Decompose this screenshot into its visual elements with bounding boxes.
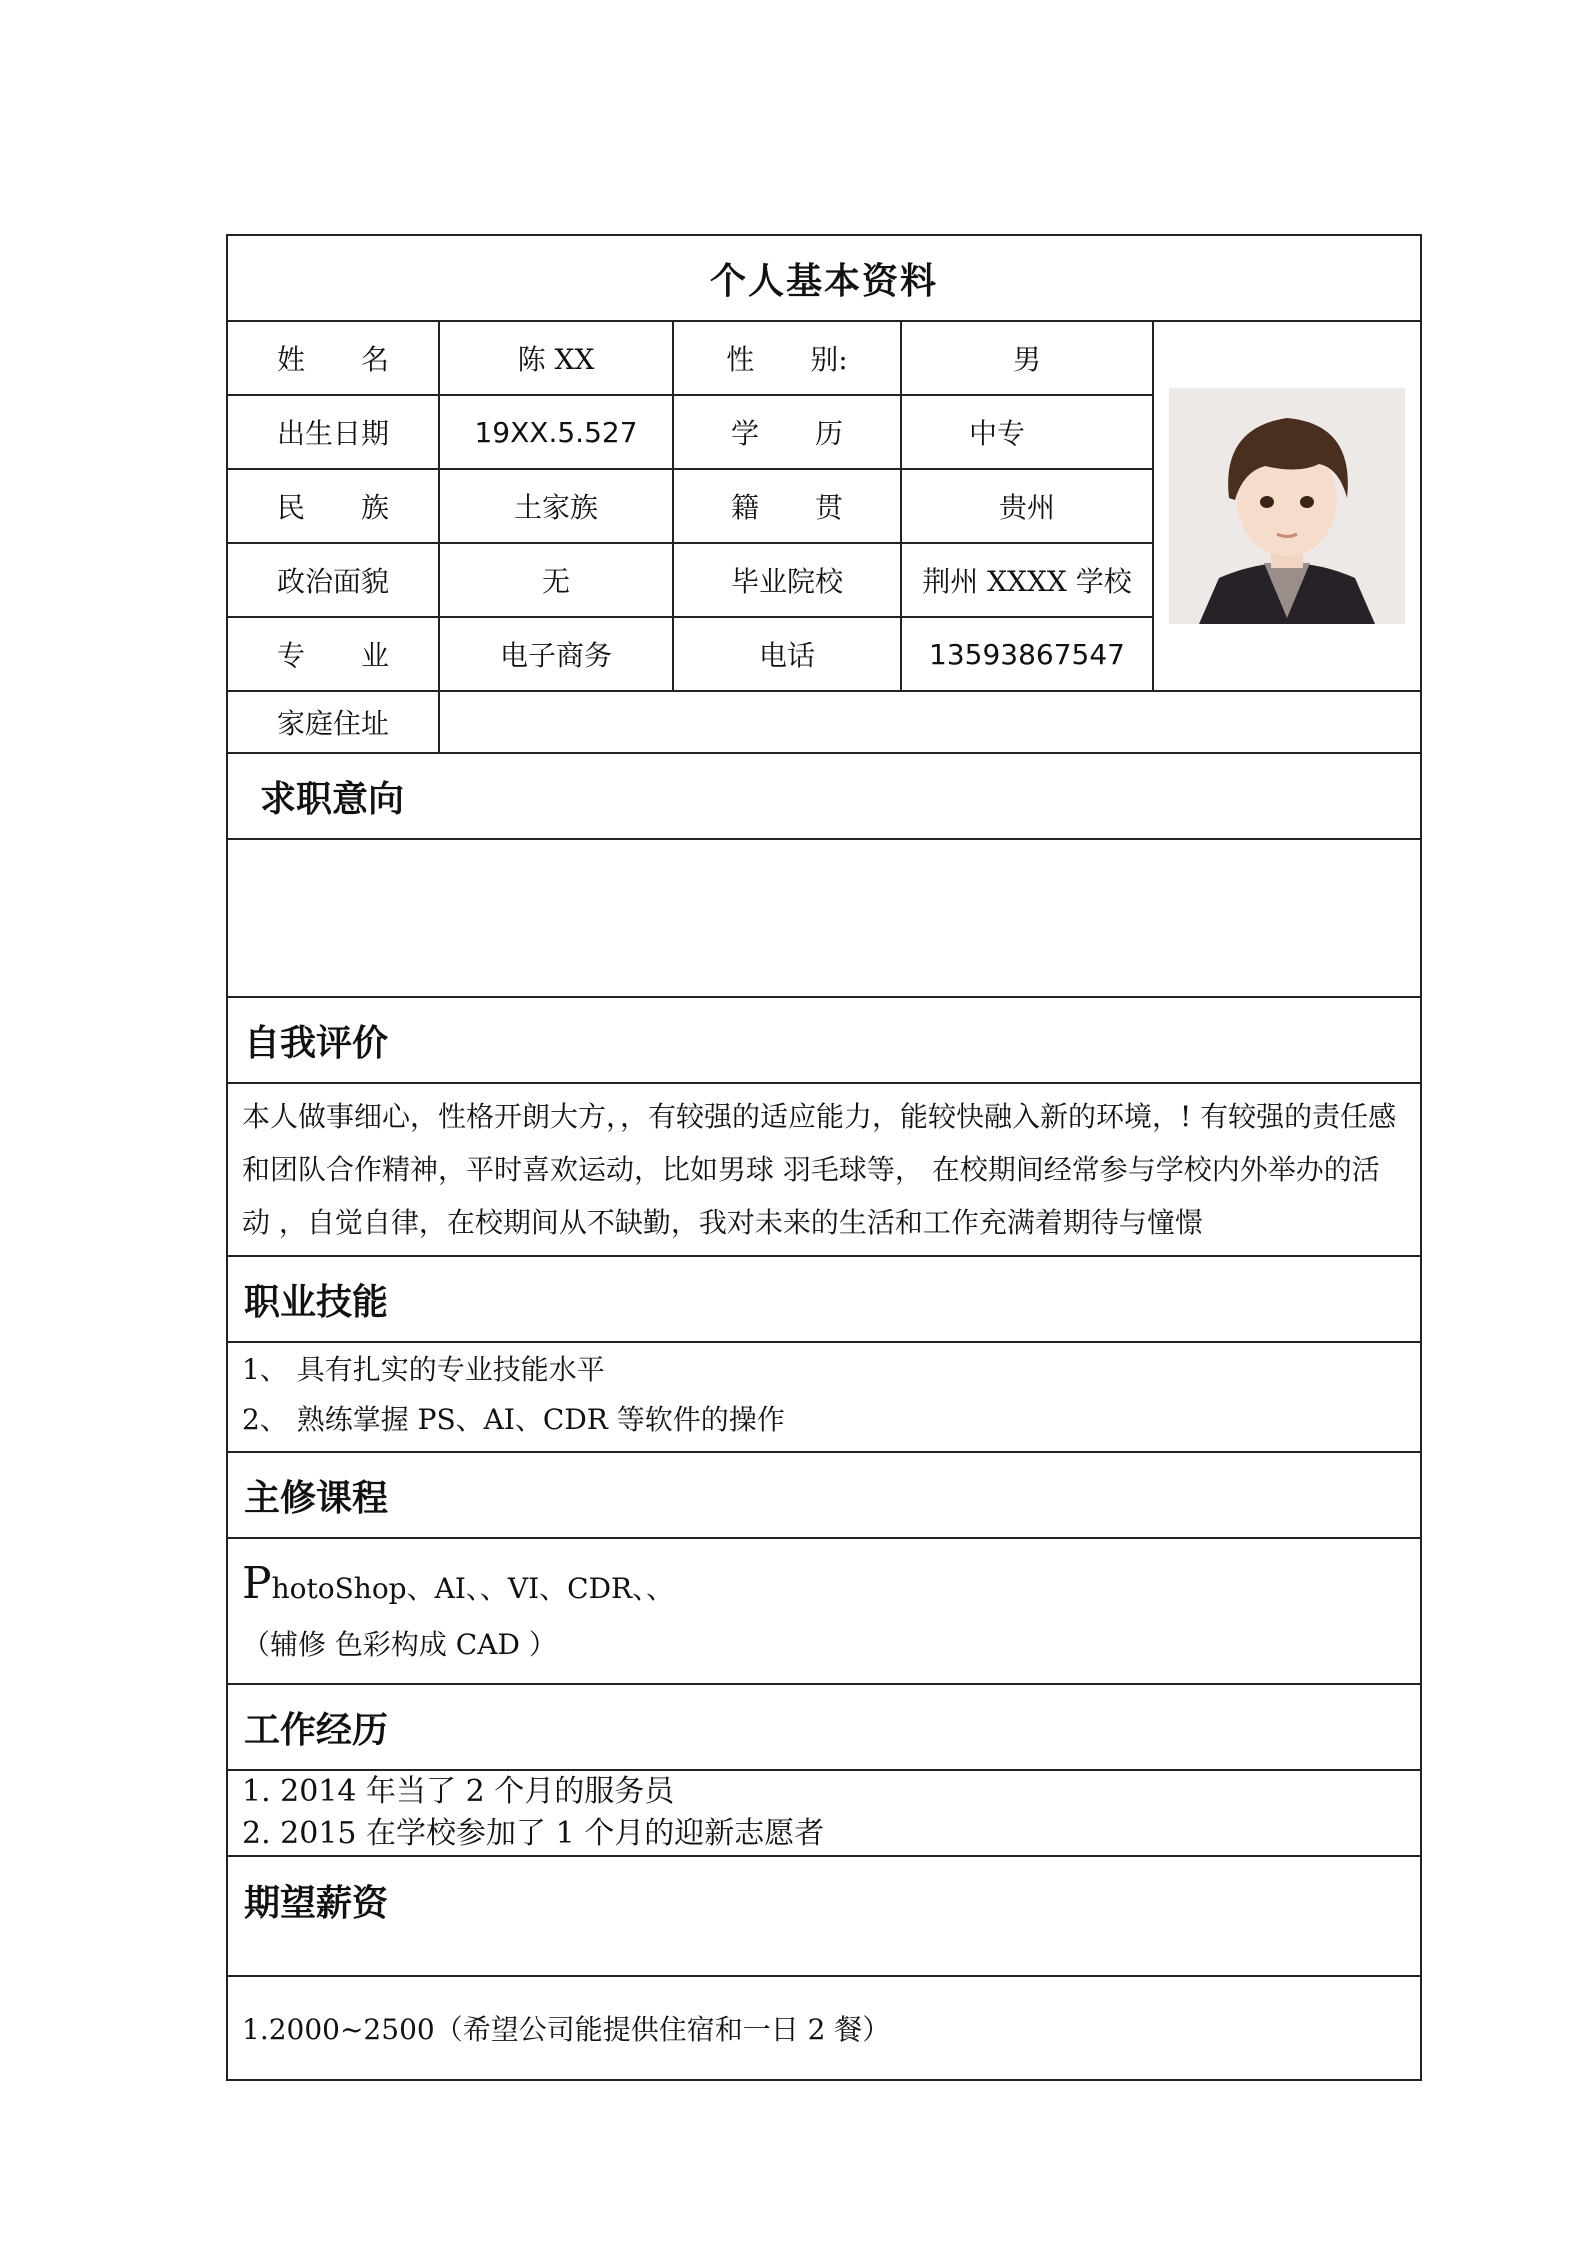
list-item: 1、 具有扎实的专业技能水平 [242, 1353, 605, 1386]
native-place-value: 贵州 [901, 469, 1153, 543]
avatar [1169, 388, 1405, 624]
self-evaluation-title: 自我评价 [227, 997, 1421, 1083]
courses-line-2: （辅修 色彩构成 CAD ） [242, 1627, 557, 1661]
birth-value: 19XX.5.527 [439, 395, 673, 469]
intent-section-title: 求职意向 [227, 753, 1421, 839]
major-label: 专 业 [227, 617, 439, 691]
salary-title: 期望薪资 [227, 1856, 1421, 1976]
self-evaluation-text: 本人做事细心，性格开朗大方，，有较强的适应能力，能较快融入新的环境，! 有较强的责任感和团队合作精神，平时喜欢运动，比如男球 羽毛球等， 在校期间经常参与学校内外举办的活动 ，自觉自律，在校期间从不缺勤，我对未来的生活和工作充满着期待与憧憬 [227, 1083, 1421, 1256]
address-value [439, 691, 1421, 753]
birth-label: 出生日期 [227, 395, 439, 469]
school-value: 荆州 XXXX 学校 [901, 543, 1153, 617]
school-label: 毕业院校 [673, 543, 901, 617]
resume-sheet [226, 234, 1420, 2081]
list-item: 2、 熟练掌握 PS、AI、CDR 等软件的操作 [242, 1403, 785, 1436]
phone-value: 13593867547 [901, 617, 1153, 691]
list-item: 2. 2015 在学校参加了 1 个月的迎新志愿者 [242, 1816, 825, 1851]
photo-cell [1153, 321, 1421, 691]
education-label: 学 历 [673, 395, 901, 469]
education-value: 中专 [901, 395, 1153, 469]
page-title: 个人基本资料 [227, 235, 1421, 321]
skills-title: 职业技能 [227, 1256, 1421, 1342]
gender-label: 性 别: [673, 321, 901, 395]
courses-initial: P [242, 1557, 272, 1609]
political-value: 无 [439, 543, 673, 617]
work-list [227, 1770, 1421, 1856]
address-label: 家庭住址 [227, 691, 439, 753]
ethnic-value: 土家族 [439, 469, 673, 543]
skills-list [227, 1342, 1421, 1452]
courses-title: 主修课程 [227, 1452, 1421, 1538]
name-value: 陈 XX [439, 321, 673, 395]
major-value: 电子商务 [439, 617, 673, 691]
native-place-label: 籍 贯 [673, 469, 901, 543]
salary-text: 1.2000~2500（希望公司能提供住宿和一日 2 餐） [227, 1976, 1421, 2080]
courses-line-1: hotoShop、AI、、VI、CDR、、 [271, 1571, 675, 1605]
list-item: 1. 2014 年当了 2 个月的服务员 [242, 1774, 675, 1809]
work-title: 工作经历 [227, 1684, 1421, 1770]
gender-value: 男 [901, 321, 1153, 395]
name-label: 姓 名 [227, 321, 439, 395]
political-label: 政治面貌 [227, 543, 439, 617]
courses-content [227, 1538, 1421, 1684]
ethnic-label: 民 族 [227, 469, 439, 543]
resume-table [226, 234, 1422, 2081]
intent-content [227, 839, 1421, 997]
phone-label: 电话 [673, 617, 901, 691]
